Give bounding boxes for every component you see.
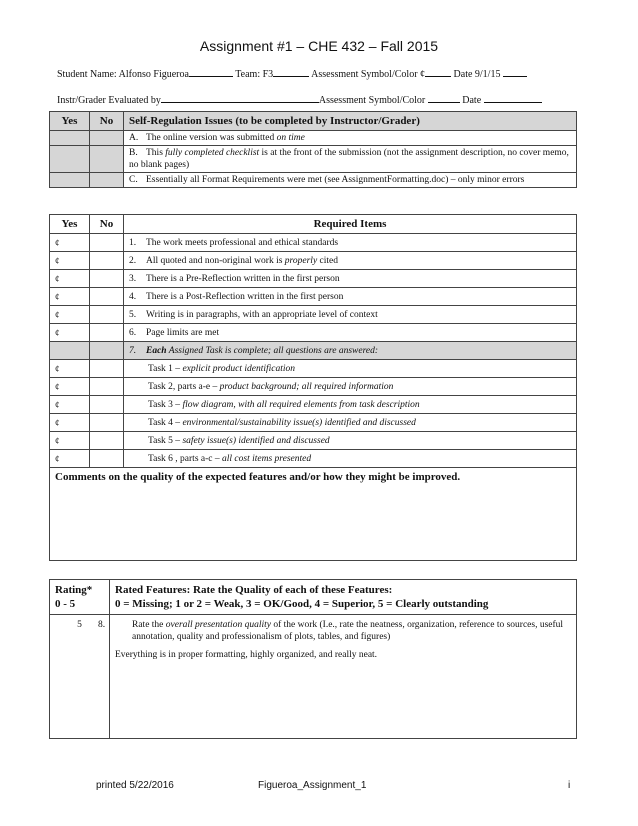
task-item: Task 6 , parts a-c – all cost items presented: [124, 450, 577, 468]
table-row: [50, 615, 577, 739]
page-title: Assignment #1 – CHE 432 – Fall 2015: [199, 38, 439, 54]
table-row: [50, 324, 577, 342]
required-item: 4. There is a Post-Reflection written in the first person: [124, 288, 577, 306]
grader-symbol: Assessment Symbol/Color: [318, 95, 426, 106]
table-row: [50, 146, 577, 173]
self-reg-item-b: B. This fully completed checklist is at the front of the submission (not the assignment description, no cover memo, no blank pages): [124, 146, 577, 173]
table-row: [50, 432, 577, 450]
footer-filename: Figueroa_Assignment_1: [258, 780, 367, 791]
col-no: No: [90, 112, 124, 131]
no-cell[interactable]: [90, 396, 124, 414]
required-item: 2. All quoted and non-original work is properly cited: [124, 252, 577, 270]
yes-cell[interactable]: [50, 146, 90, 173]
yes-cell[interactable]: [50, 342, 90, 360]
yes-mark[interactable]: ¢: [50, 432, 90, 450]
table-row: [50, 306, 577, 324]
yes-mark[interactable]: ¢: [50, 450, 90, 468]
yes-mark[interactable]: ¢: [50, 270, 90, 288]
yes-cell[interactable]: [50, 131, 90, 146]
date: Date 9/1/15: [453, 69, 501, 80]
rating-value[interactable]: 5: [50, 615, 110, 739]
rated-item-8: 8. Rate the overall presentation quality of the work (I.e., rate the neatness, organization, reference to sources, useful annotation, quality and professionalism of plots, tables, and figures) Everything is in proper formatting, highly organized, and really neat.: [110, 615, 577, 739]
self-reg-item-a: A. The online version was submitted on time: [124, 131, 577, 146]
required-item: 6. Page limits are met: [124, 324, 577, 342]
no-cell[interactable]: [90, 131, 124, 146]
comments-row: [50, 468, 577, 561]
no-cell[interactable]: [90, 234, 124, 252]
required-item: 5. Writing is in paragraphs, with an appropriate level of context: [124, 306, 577, 324]
table-row: [50, 288, 577, 306]
no-cell[interactable]: [90, 378, 124, 396]
no-cell[interactable]: [90, 324, 124, 342]
yes-mark[interactable]: ¢: [50, 252, 90, 270]
no-cell[interactable]: [90, 414, 124, 432]
table-row: [50, 396, 577, 414]
no-cell[interactable]: [90, 146, 124, 173]
self-regulation-header: [50, 112, 577, 131]
no-cell[interactable]: [90, 252, 124, 270]
col-yes: Yes: [50, 112, 90, 131]
header-line-2: [57, 93, 542, 106]
required-items-table: [49, 214, 577, 561]
task-item: Task 5 – safety issue(s) identified and discussed: [124, 432, 577, 450]
table-row: [50, 234, 577, 252]
required-item: 1. The work meets professional and ethical standards: [124, 234, 577, 252]
no-cell[interactable]: [90, 432, 124, 450]
yes-mark[interactable]: ¢: [50, 378, 90, 396]
yes-mark[interactable]: ¢: [50, 234, 90, 252]
self-regulation-heading: Self-Regulation Issues (to be completed by Instructor/Grader): [124, 112, 577, 131]
required-heading: Required Items: [124, 215, 577, 234]
table-row: [50, 270, 577, 288]
yes-mark[interactable]: ¢: [50, 396, 90, 414]
rated-header: [50, 580, 577, 615]
no-cell[interactable]: [90, 342, 124, 360]
required-item: 3. There is a Pre-Reflection written in the first person: [124, 270, 577, 288]
table-row: [50, 450, 577, 468]
self-regulation-table: [49, 111, 577, 188]
footer-printed: printed 5/22/2016: [96, 780, 174, 791]
header-line-1: [57, 67, 527, 80]
comments-heading: Comments on the quality of the expected features and/or how they might be improved.: [50, 468, 577, 561]
team: Team: F3: [235, 69, 274, 80]
no-cell[interactable]: [90, 288, 124, 306]
task-item: Task 4 – environmental/sustainability issue(s) identified and discussed: [124, 414, 577, 432]
grader-label: Instr/Grader Evaluated by: [57, 95, 161, 106]
features-heading: Rated Features: Rate the Quality of each of these Features: 0 = Missing; 1 or 2 = Weak, 3 = OK/Good, 4 = Superior, 5 = Clearly outstanding: [110, 580, 577, 615]
no-cell[interactable]: [90, 450, 124, 468]
no-cell[interactable]: [90, 173, 124, 188]
required-header: [50, 215, 577, 234]
table-row: [50, 360, 577, 378]
table-row: [50, 342, 577, 360]
self-reg-item-c: C. Essentially all Format Requirements were met (see AssignmentFormatting.doc) – only minor errors: [124, 173, 577, 188]
table-row: [50, 378, 577, 396]
yes-mark[interactable]: ¢: [50, 288, 90, 306]
yes-cell[interactable]: [50, 173, 90, 188]
grader-date: Date: [462, 95, 482, 106]
rated-features-table: [49, 579, 577, 739]
task-item: Task 2, parts a-e – product background; all required information: [124, 378, 577, 396]
no-cell[interactable]: [90, 270, 124, 288]
footer-page: i: [568, 780, 571, 791]
yes-mark[interactable]: ¢: [50, 324, 90, 342]
yes-mark[interactable]: ¢: [50, 306, 90, 324]
no-cell[interactable]: [90, 306, 124, 324]
yes-mark[interactable]: ¢: [50, 360, 90, 378]
required-item-7: 7. Each Assigned Task is complete; all questions are answered:: [124, 342, 577, 360]
no-cell[interactable]: [90, 360, 124, 378]
task-item: Task 1 – explicit product identification: [124, 360, 577, 378]
assessment-symbol: Assessment Symbol/Color ¢: [311, 69, 426, 80]
student-name: Student Name: Alfonso Figueroa: [57, 69, 189, 80]
rated-comment: Everything is in proper formatting, highly organized, and really neat.: [115, 650, 378, 660]
col-yes: Yes: [50, 215, 90, 234]
rating-heading: Rating* 0 - 5: [50, 580, 110, 615]
table-row: [50, 252, 577, 270]
col-no: No: [90, 215, 124, 234]
table-row: [50, 414, 577, 432]
table-row: [50, 131, 577, 146]
yes-mark[interactable]: ¢: [50, 414, 90, 432]
task-item: Task 3 – flow diagram, with all required elements from task description: [124, 396, 577, 414]
table-row: [50, 173, 577, 188]
